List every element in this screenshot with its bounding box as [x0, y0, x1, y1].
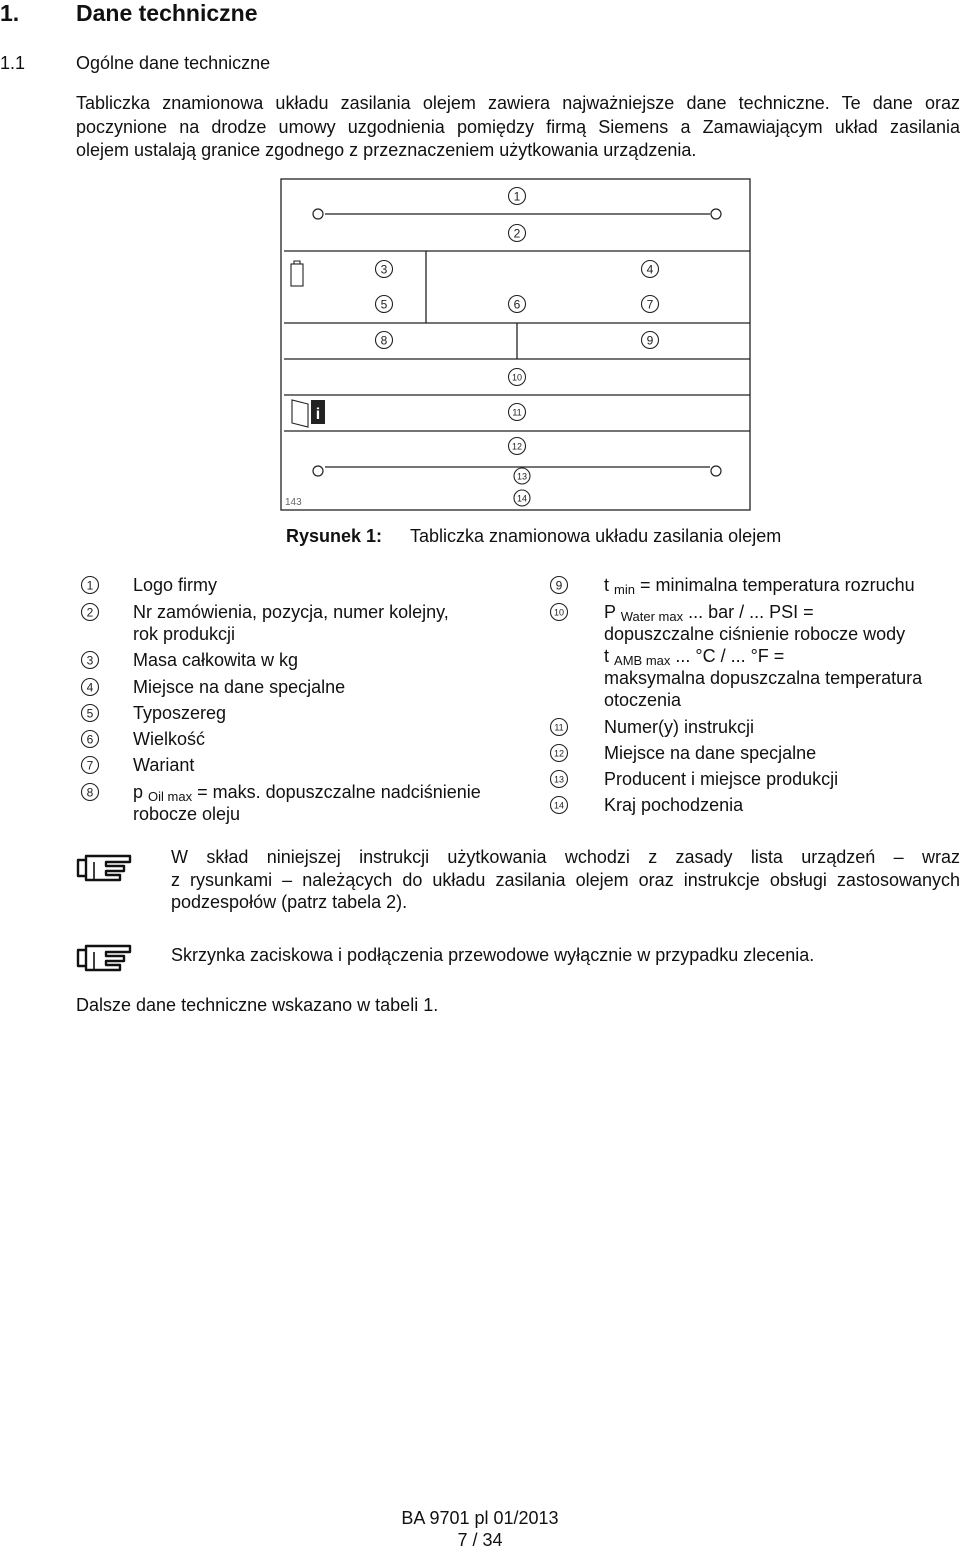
svg-text:8: 8: [380, 333, 388, 348]
weight-icon: [291, 261, 303, 286]
marker-icon: [80, 575, 100, 595]
svg-text:7: 7: [646, 297, 654, 312]
legend-right: [549, 575, 960, 820]
legend-text: Miejsce na dane specjalne: [604, 743, 817, 763]
legend-text: Masa całkowita w kg: [133, 650, 299, 670]
marker-icon: [80, 677, 100, 697]
marker-icon: [549, 602, 569, 622]
marker-12: [509, 438, 526, 455]
svg-text:3: 3: [86, 653, 94, 668]
nameplate-figure: [280, 178, 752, 512]
section-heading: [0, 0, 960, 30]
subsection-heading: [0, 53, 960, 77]
svg-text:2: 2: [86, 605, 94, 620]
figure-caption: [0, 526, 960, 550]
screw-hole-bottom-right: [711, 466, 721, 476]
marker-9: [642, 332, 659, 349]
legend-text-continued: dopuszczalne ciśnienie robocze wody: [604, 624, 906, 644]
marker-icon: [80, 602, 100, 622]
svg-text:9: 9: [646, 333, 654, 348]
legend-text: Miejsce na dane specjalne: [133, 677, 346, 697]
screw-hole-top-left: [313, 209, 323, 219]
legend-text-continued: t $_{AMB max}$ ... °C / ... °F =: [604, 646, 785, 668]
pointing-hand-icon: [76, 942, 132, 976]
legend-text: Numer(y) instrukcji: [604, 717, 755, 737]
marker-icon: [549, 795, 569, 815]
svg-text:14: 14: [516, 493, 528, 504]
legend-text: Wielkość: [133, 729, 206, 749]
svg-text:5: 5: [380, 297, 388, 312]
legend-text-continued: rok produkcji: [133, 624, 236, 644]
legend-text: Typoszereg: [133, 703, 227, 723]
svg-text:7: 7: [86, 758, 94, 773]
legend-text: Nr zamówienia, pozycja, numer kolejny,: [133, 602, 449, 622]
intro-line-3: olejem ustalają granice zgodnego z przeznaczeniem użytkowania urządzenia.: [76, 140, 697, 160]
legend-text: Logo firmy: [133, 575, 218, 595]
svg-text:2: 2: [513, 226, 521, 241]
subsection-title: Ogólne dane techniczne: [76, 53, 271, 73]
note-1-line-2: z rysunkami – należących do układu zasilania olejem oraz instrukcje obsługi zastosowanych: [171, 869, 960, 890]
marker-icon: [80, 729, 100, 749]
svg-text:10: 10: [511, 372, 523, 383]
marker-13: [514, 468, 530, 484]
note-1-line-3: podzespołów (patrz tabela 2).: [171, 892, 408, 912]
marker-3: [376, 261, 393, 278]
footer-page-number: 7 / 34: [457, 1530, 503, 1550]
svg-text:3: 3: [380, 262, 388, 277]
svg-text:1: 1: [86, 578, 94, 593]
svg-text:10: 10: [553, 607, 565, 618]
marker-5: [376, 296, 393, 313]
legend-text-continued: maksymalna dopuszczalna temperatura: [604, 668, 923, 688]
marker-icon: [549, 575, 569, 595]
svg-text:6: 6: [86, 732, 94, 747]
svg-text:12: 12: [553, 748, 565, 759]
svg-text:5: 5: [86, 706, 94, 721]
marker-icon: [549, 717, 569, 737]
svg-text:13: 13: [516, 471, 528, 482]
marker-11: [509, 404, 526, 421]
svg-text:4: 4: [86, 680, 94, 695]
marker-icon: [549, 769, 569, 789]
marker-1: [509, 188, 526, 205]
svg-text:11: 11: [512, 407, 522, 418]
marker-14: [514, 490, 530, 506]
section-number: 1.: [0, 0, 20, 26]
marker-7: [642, 296, 659, 313]
legend-text: Kraj pochodzenia: [604, 795, 744, 815]
legend-text-continued: otoczenia: [604, 690, 682, 710]
svg-text:13: 13: [553, 774, 565, 785]
legend-left: [80, 575, 520, 830]
svg-text:4: 4: [646, 262, 654, 277]
marker-2: [509, 225, 526, 242]
legend-text: Producent i miejsce produkcji: [604, 769, 839, 789]
marker-8: [376, 332, 393, 349]
legend-text: Wariant: [133, 755, 195, 775]
svg-text:1: 1: [513, 189, 521, 204]
marker-10: [509, 369, 526, 386]
note-1: [171, 846, 960, 916]
svg-text:12: 12: [511, 441, 523, 452]
marker-icon: [80, 755, 100, 775]
caption-text: Tabliczka znamionowa układu zasilania olejem: [410, 526, 782, 546]
svg-text:8: 8: [86, 785, 94, 800]
marker-icon: [80, 703, 100, 723]
pointing-hand-icon: [76, 852, 132, 886]
section-title: Dane techniczne: [76, 0, 258, 26]
legend-text: P $_{Water max}$ ... bar / ... PSI =: [604, 602, 814, 624]
svg-text:6: 6: [513, 297, 521, 312]
marker-icon: [80, 782, 100, 802]
svg-text:11: 11: [554, 722, 564, 733]
svg-text:i: i: [315, 406, 321, 423]
marker-4: [642, 261, 659, 278]
caption-label: Rysunek 1:: [286, 526, 383, 546]
svg-text:9: 9: [555, 578, 563, 593]
screw-hole-top-right: [711, 209, 721, 219]
manual-info-icon: [292, 400, 325, 427]
svg-text:14: 14: [553, 800, 565, 811]
marker-icon: [549, 743, 569, 763]
subsection-number: 1.1: [0, 53, 26, 73]
note-1-line-1: W skład niniejszej instrukcji użytkowania wchodzi z zasady lista urządzeń – wraz: [171, 847, 960, 867]
intro-line-2: poczynione na drodze umowy uzgodnienia pomiędzy firmą Siemens a Zamawiającym układ zasilania: [76, 116, 960, 137]
legend-text-continued: robocze oleju: [133, 804, 241, 824]
intro-line-1: Tabliczka znamionowa układu zasilania olejem zawiera najważniejsze dane techniczne. Te dane oraz: [76, 93, 960, 113]
corner-code: 143: [285, 497, 302, 508]
legend-text: t $_{min}$ = minimalna temperatura rozruchu: [604, 575, 915, 597]
marker-6: [509, 296, 526, 313]
note-2: Skrzynka zaciskowa i podłączenia przewodowe wyłącznie w przypadku zlecenia.: [171, 945, 815, 965]
footer-doc-id: BA 9701 pl 01/2013: [401, 1508, 559, 1528]
closing-text: Dalsze dane techniczne wskazano w tabeli 1.: [76, 995, 439, 1015]
legend-text: p $_{Oil max}$ = maks. dopuszczalne nadciśnienie: [133, 782, 481, 804]
marker-icon: [80, 650, 100, 670]
screw-hole-bottom-left: [313, 466, 323, 476]
